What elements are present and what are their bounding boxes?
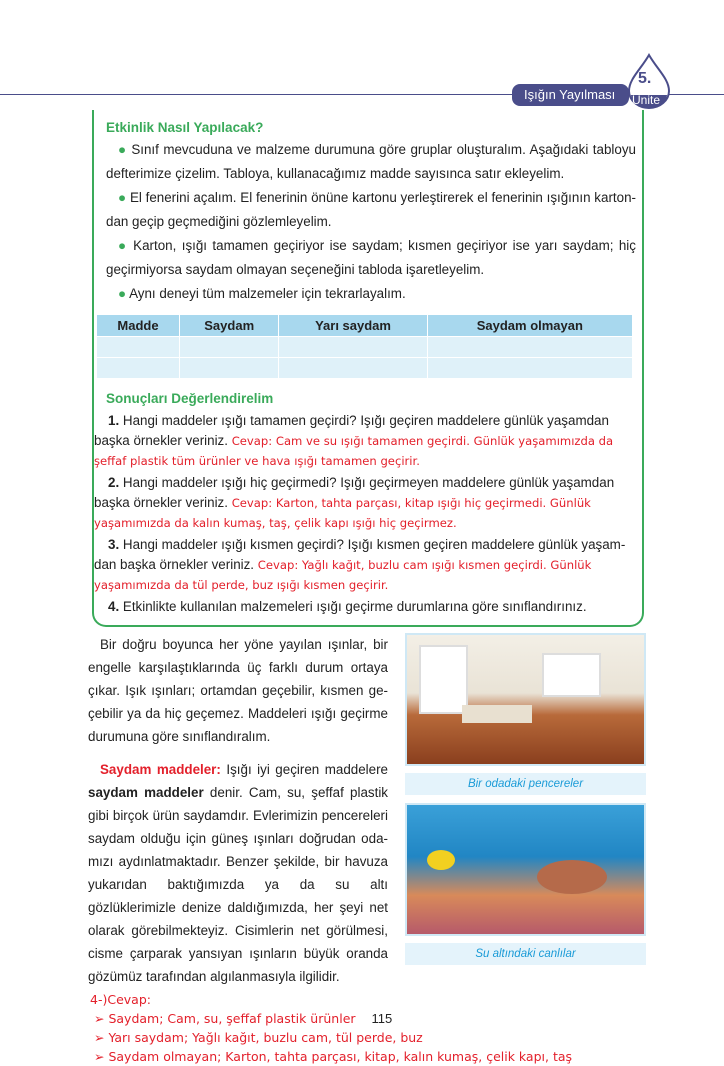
answer-1: Cevap: Cam ve su ışığı tamamen geçirdi. Günlük yaşamımızda da şeffaf plastik tüm ürünler ve hava ışığı tamamen geçirir. [94,434,614,468]
body-text [88,633,388,988]
unit-label: Ünite [632,93,661,107]
question-4: 4. Etkinlikte kullanılan malzemeleri ışığı geçirme durumlarına göre sınıflandırınız. [108,599,587,614]
table-row [97,358,633,379]
underwater-photo [405,803,646,936]
answer-4-item: ➢ Saydam; Cam, su, şeffaf plastik ürünler 115 [94,1011,393,1026]
answer-2: Cevap: Karton, tahta parçası, kitap ışığı hiç geçirmedi. Günlük yaşamımızda da kalın kumaş, taş, çelik kapı ışığı hiç geçirmez. [94,496,591,530]
figures [405,633,646,988]
room-windows-photo [405,633,646,766]
col-header: Yarı saydam [279,315,427,337]
question-2: 2. Hangi maddeler ışığı hiç geçirmedi? Işığı geçirmeyen maddelere günlük yaşamdan başka örnekler veriniz. Cevap: Karton, tahta parçası, kitap ışığı hiç geçirmedi. Günlük yaşamımızda da kalın kumaş, taş, çelik kapı ışığı hiç geçirmez. [94,475,615,530]
answer-4-item: ➢ Yarı saydam; Yağlı kağıt, buzlu cam, tül perde, buz [94,1030,423,1045]
body-paragraph-2: Saydam maddeler: Işığı iyi geçiren maddelere saydam maddeler denir. Cam, su, şeffaf plastik gibi birçok ürün saydamdır. Evlerimizin pencereleri saydam olduğu için güneş ışınları doğrudan odamızı aydınlatmaktadır. Benzer şekilde, bir havuza yukarıdan baktığımızda ya da su altı gözlüklerimizle denize daldığımızda, her şeyi net olarak görebilmekteyiz. Cisimlerin net görülmesi, cisme çarparak yansıyan ışınların büyük oranda gözümüz tarafından algılanmasıyla ilgilidir. [88,762,388,984]
col-header: Saydam olmayan [427,315,632,337]
body-paragraph-1: Bir doğru boyunca her yöne yayılan ışınlar, bir engelle karşılaştıklarında üç farklı durum ortaya çıkar. Işık ışınları; ortamdan geçebilir, kısmen geçebilir ya da hiç geçemez. Maddeleri ışığı geçirme durumuna göre sınıflandıralım. [88,637,388,744]
lower-section [0,633,724,988]
col-header: Madde [97,315,180,337]
figure-caption: Su altındaki canlılar [405,943,646,965]
evaluation-title: Sonuçları Değerlendirelim [106,391,274,406]
answer-4 [90,990,724,1066]
question-3: 3. Hangi maddeler ışığı kısmen geçirdi? Işığı kısmen geçiren maddelere günlük yaşamdan başka örnekler veriniz. Cevap: Yağlı kağıt, buzlu cam ışığı kısmen geçirdi. Günlük yaşamımızda da tül perde, buz ışığı kısmen geçirir. [94,537,626,592]
observation-table [96,314,633,379]
activity-step: ● El fenerini açalım. El fenerinin önüne kartonu yerleştirerek el fenerinin ışığının kartondan geçip geçmediğini gözlemleyelim. [106,190,636,229]
answer-4-item: ➢ Saydam olmayan; Karton, tahta parçası, kitap, kalın kumaş, çelik kapı, taş [94,1049,573,1064]
activity-step: ● Sınıf mevcuduna ve malzeme durumuna göre gruplar oluşturalım. Aşağıdaki tabloyu defterimize çizelim. Tabloya, kullanacağımız madde sayısınca satır ekleyelim. [106,142,636,181]
chapter-title: Işığın Yayılması [512,84,629,106]
answer-4-title: 4-)Cevap: [90,992,151,1007]
activity-title: Etkinlik Nasıl Yapılacak? [106,120,264,135]
page-number: 115 [371,1011,393,1026]
activity-box [92,110,644,627]
col-header: Saydam [180,315,279,337]
table-row [97,337,633,358]
figure-caption: Bir odadaki pencereler [405,773,646,795]
answer-3: Cevap: Yağlı kağıt, buzlu cam ışığı kısmen geçirdi. Günlük yaşamımızda da tül perde, buz ışığı kısmen geçirir. [94,558,592,592]
unit-number: 5. [638,70,652,87]
activity-step: ● Aynı deneyi tüm malzemeler için tekrarlayalım. [118,286,406,301]
question-1: 1. Hangi maddeler ışığı tamamen geçirdi? Işığı geçiren maddelere günlük yaşamdan başka örnekler veriniz. Cevap: Cam ve su ışığı tamamen geçirdi. Günlük yaşamımızda da şeffaf plastik tüm ürünler ve hava ışığı tamamen geçirir. [94,413,614,468]
activity-step: ● Karton, ışığı tamamen geçiriyor ise saydam; kısmen geçiriyor ise yarı saydam; hiç geçirmiyorsa saydam olmayan seçeneğini tabloda işaretleyelim. [106,238,636,277]
page-content [0,110,724,1066]
